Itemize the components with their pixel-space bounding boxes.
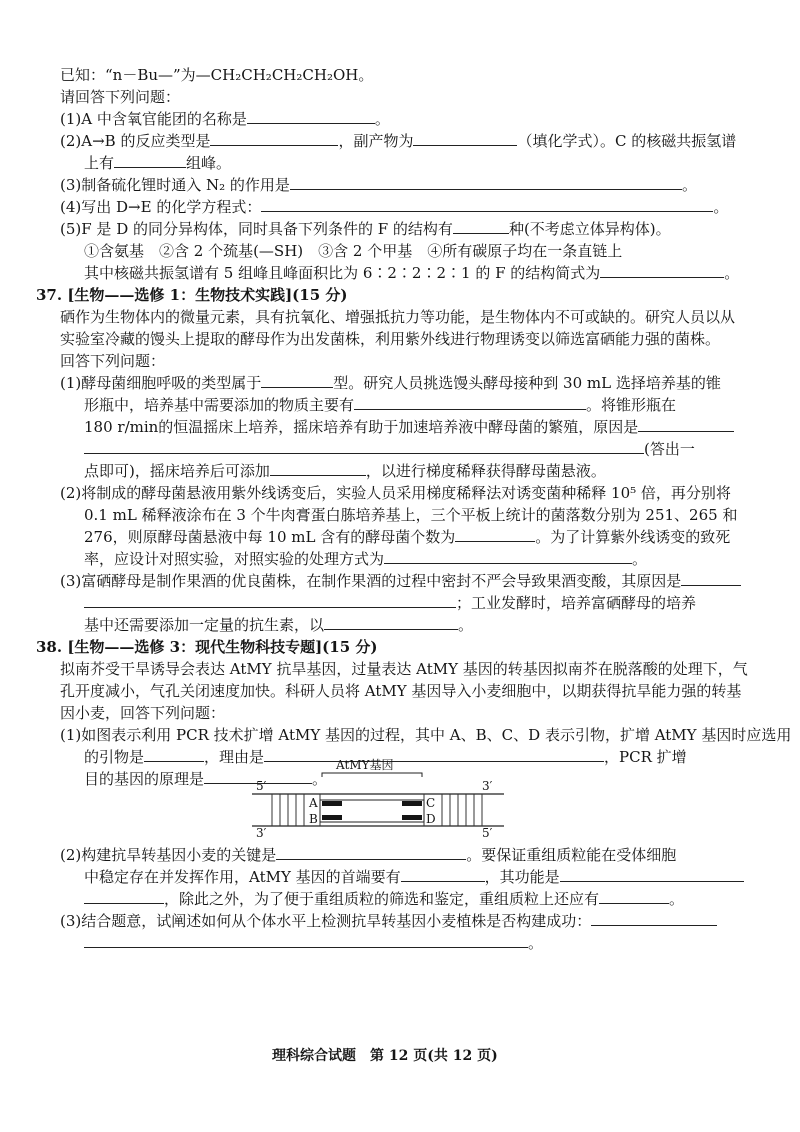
five-prime-right: 5′	[482, 826, 493, 839]
three-prime-right: 3′	[482, 779, 493, 793]
answer-blank[interactable]	[84, 593, 456, 608]
answer-blank[interactable]	[144, 747, 204, 762]
answer-blank[interactable]	[455, 527, 535, 542]
q37-part3-line1: (3)富硒酵母是制作果酒的优良菌株，在制作果酒的过程中密封不严会导致果酒变酸，其原因是	[60, 571, 741, 591]
answer-blank[interactable]	[324, 615, 458, 630]
primer-b-mark	[322, 815, 342, 820]
answer-blank[interactable]	[354, 395, 586, 410]
chem-q5-conditions: ①含氨基 ②含 2 个巯基(—SH) ③含 2 个甲基 ④所有碳原子均在一条直链上	[84, 242, 623, 260]
answer-blank[interactable]	[247, 109, 375, 124]
answer-blank[interactable]	[384, 549, 632, 564]
q37-intro-3: 回答下列问题：	[60, 352, 166, 370]
q38-part2-line2: 中稳定存在并发挥作用，AtMY 基因的首端要有 ，其功能是	[84, 867, 744, 887]
q38-intro-2: 孔开度减小，气孔关闭速度加快。科研人员将 AtMY 基因导入小麦细胞中，以期获得抗旱能力强的转基	[60, 682, 742, 700]
q38-part1-line3: 目的基因的原理是 。	[84, 770, 328, 788]
three-prime-left: 3′	[256, 826, 267, 839]
q37-part3-line2: ；工业发酵时，培养富硒酵母的培养	[84, 593, 696, 613]
answer-blank[interactable]	[560, 867, 744, 882]
answer-blank[interactable]	[413, 131, 517, 146]
chem-q1: (1)A 中含氧官能团的名称是 。	[60, 110, 390, 128]
answer-blank[interactable]	[84, 439, 644, 454]
chem-q2: (2)A→B 的反应类型是 ，副产物为 （填化学式）。C 的核磁共振氢谱	[60, 132, 737, 150]
primer-c-label: C	[426, 796, 436, 810]
q38-part3-line1: (3)结合题意，试阐述如何从个体水平上检测抗旱转基因小麦植株是否构建成功：	[60, 911, 717, 931]
answer-blank[interactable]	[599, 889, 669, 904]
answer-blank[interactable]	[290, 175, 682, 190]
primer-d-mark	[402, 815, 422, 820]
q37-part2-line4: 率，应设计对照实验，对照实验的处理方式为 。	[84, 550, 648, 568]
answer-blank[interactable]	[681, 571, 741, 586]
q37-part2-line2: 0.1 mL 稀释液涂布在 3 个牛肉膏蛋白胨培养基上，三个平板上统计的菌落数分别为 251、265 和	[84, 506, 738, 524]
primer-c-mark	[402, 801, 422, 806]
answer-blank[interactable]	[638, 417, 734, 432]
q37-part1-line4: (答出一	[84, 439, 695, 459]
page-footer: 理科综合试题 第 12 页(共 12 页)	[272, 1048, 498, 1064]
five-prime-left: 5′	[256, 779, 267, 793]
answer-blank[interactable]	[114, 153, 186, 168]
chem-q5-structure: 其中核磁共振氢谱有 5 组峰且峰面积比为 6∶2∶2∶2∶1 的 F 的结构简式为 。	[84, 264, 740, 282]
primer-b-label: B	[309, 812, 318, 826]
q37-part1-line5: 点即可)，摇床培养后可添加 ，以进行梯度稀释获得酵母菌悬液。	[84, 462, 606, 480]
base-pair-lines	[272, 794, 482, 826]
chem-q2-cont: 上有 组峰。	[84, 154, 232, 172]
answer-blank[interactable]	[453, 219, 509, 234]
q38-part1-line1: (1)如图表示利用 PCR 技术扩增 AtMY 基因的过程，其中 A、B、C、D 表示引物，扩增 AtMY 基因时应选用	[60, 726, 792, 744]
q37-heading: 37. [生物——选修 1：生物技术实践](15 分)	[36, 286, 348, 304]
q38-part2-line1: (2)构建抗旱转基因小麦的关键是 。要保证重组质粒能在受体细胞	[60, 846, 677, 864]
chem-q4: (4)写出 D→E 的化学方程式： 。	[60, 198, 729, 216]
q38-heading: 38. [生物——选修 3：现代生物科技专题](15 分)	[36, 638, 378, 656]
chem-answer-prompt: 请回答下列问题：	[60, 88, 181, 106]
answer-blank[interactable]	[270, 461, 366, 476]
primer-d-label: D	[426, 812, 436, 826]
q38-intro-1: 拟南芥受干旱诱导会表达 AtMY 抗旱基因，过量表达 AtMY 基因的转基因拟南芥在脱落酸的处理下，气	[60, 660, 748, 678]
q37-part1-line3: 180 r/min的恒温摇床上培养，摇床培养有助于加速培养液中酵母菌的繁殖，原因是	[84, 417, 734, 437]
answer-blank[interactable]	[84, 889, 164, 904]
q37-intro-1: 硒作为生物体内的微量元素，具有抗氧化、增强抵抗力等功能，是生物体内不可或缺的。研究人员以从	[60, 308, 736, 326]
q37-part3-line3: 基中还需要添加一定量的抗生素，以 。	[84, 616, 474, 634]
q37-part1-line1: (1)酵母菌细胞呼吸的类型属于 型。研究人员挑选馒头酵母接种到 30 mL 选择培养基的锥	[60, 374, 721, 392]
primer-a-label: A	[309, 796, 318, 810]
answer-blank[interactable]	[261, 197, 713, 212]
answer-blank[interactable]	[84, 933, 528, 948]
gene-label: AtMY基因	[336, 758, 394, 772]
q37-intro-2: 实验室冷藏的馒头上提取的酵母作为出发菌株，利用紫外线进行物理诱变以筛选富硒能力强的菌株。	[60, 330, 721, 348]
chem-known: 已知：“n－Bu—”为—CH₂CH₂CH₂CH₂OH。	[60, 66, 374, 84]
pcr-diagram	[252, 757, 514, 839]
answer-blank[interactable]	[210, 131, 338, 146]
chem-q5: (5)F 是 D 的同分异构体，同时具备下列条件的 F 的结构有 种(不考虑立体异构体)。	[60, 220, 671, 238]
answer-blank[interactable]	[591, 911, 717, 926]
answer-blank[interactable]	[276, 845, 466, 860]
answer-blank[interactable]	[600, 263, 724, 278]
q38-part1-line2: 的引物是 ，理由是 ，PCR 扩增	[84, 748, 687, 766]
q38-part2-line3: ，除此之外，为了便于重组质粒的筛选和鉴定，重组质粒上还应有 。	[84, 889, 684, 909]
q38-part3-line2: 。	[84, 933, 543, 953]
primer-a-mark	[322, 801, 342, 806]
answer-blank[interactable]	[261, 373, 333, 388]
q37-part2-line3: 276，则原酵母菌悬液中每 10 mL 含有的酵母菌个数为 。为了计算紫外线诱变的致死	[84, 528, 731, 546]
gene-bracket	[322, 773, 422, 777]
q37-part2-line1: (2)将制成的酵母菌悬液用紫外线诱变后，实验人员采用梯度稀释法对诱变菌种稀释 10⁵ 倍，再分别将	[60, 484, 731, 502]
q37-part1-line2: 形瓶中，培养基中需要添加的物质主要有 。将锥形瓶在	[84, 396, 677, 414]
q38-intro-3: 因小麦，回答下列问题：	[60, 704, 226, 722]
chem-q3: (3)制备硫化锂时通入 N₂ 的作用是 。	[60, 176, 697, 194]
answer-blank[interactable]	[401, 867, 485, 882]
